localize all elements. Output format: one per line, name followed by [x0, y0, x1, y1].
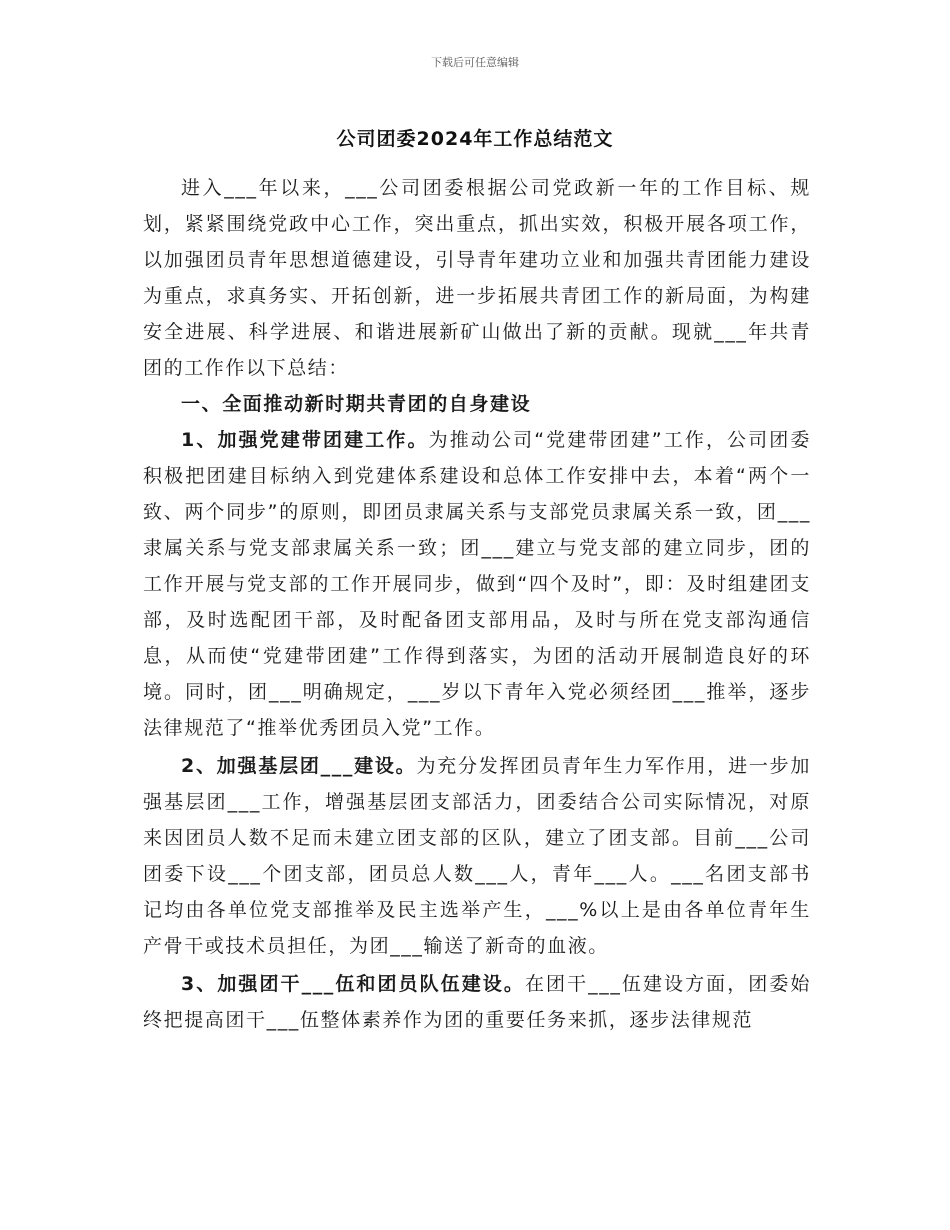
item-2-paragraph — [143, 748, 811, 964]
item-2-text: 为充分发挥团员青年生力军作用，进一步加强基层团___工作，增强基层团支部活力，团委结合公司实际情况，对原来因团员人数不足而未建立团支部的区队，建立了团支部。目前___公司团委下设___个团支部，团员总人数___人，青年___人。___名团支部书记均由各单位党支部推举及民主选举产生，___%以上是由各单位青年生产骨干或技术员担任，为团___输送了新奇的血液。 — [143, 755, 811, 957]
item-3-text: 在团干___伍建设方面，团委始终把提高团干___伍整体素养作为团的重要任务来抓，逐步法律规范 — [143, 973, 811, 1031]
section-heading: 一、全面推动新时期共青团的自身建设 — [181, 393, 532, 415]
item-1-lead: 1、加强党建带团建工作。 — [181, 429, 429, 451]
header-note: 下载后可任意编辑 — [431, 56, 519, 69]
item-1-text: 为推动公司“党建带团建”工作，公司团委积极把团建目标纳入到党建体系建设和总体工作安排中去，本着“两个一致、两个同步”的原则，即团员隶属关系与支部党员隶属关系一致，团___隶属关系与党支部隶属关系一致；团___建立与党支部的建立同步，团的工作开展与党支部的工作开展同步，做到“四个及时”，即：及时组建团支部，及时选配团干部，及时配备团支部用品，及时与所在党支部沟通信息，从而使“党建带团建”工作得到落实，为团的活动开展制造良好的环境。同时，团___明确规定，___岁以下青年入党必须经团___推举，逐步法律规范了“推举优秀团员入党”工作。 — [143, 429, 812, 739]
document-body — [143, 170, 811, 1038]
intro-paragraph: 进入___年以来，___公司团委根据公司党政新一年的工作目标、规划，紧紧围绕党政中心工作，突出重点，抓出实效，积极开展各项工作，以加强团员青年思想道德建设，引导青年建功立业和加强共青团能力建设为重点，求真务实、开拓创新，进一步拓展共青团工作的新局面，为构建安全进展、科学进展、和谐进展新矿山做出了新的贡献。现就___年共青团的工作作以下总结： — [143, 177, 811, 379]
item-2-lead: 2、加强基层团___建设。 — [181, 755, 417, 777]
item-3-lead: 3、加强团干___伍和团员队伍建设。 — [181, 973, 525, 995]
item-3-paragraph — [143, 966, 811, 1038]
document-title: 公司团委2024年工作总结范文 — [336, 128, 614, 150]
item-1-paragraph — [143, 422, 811, 746]
